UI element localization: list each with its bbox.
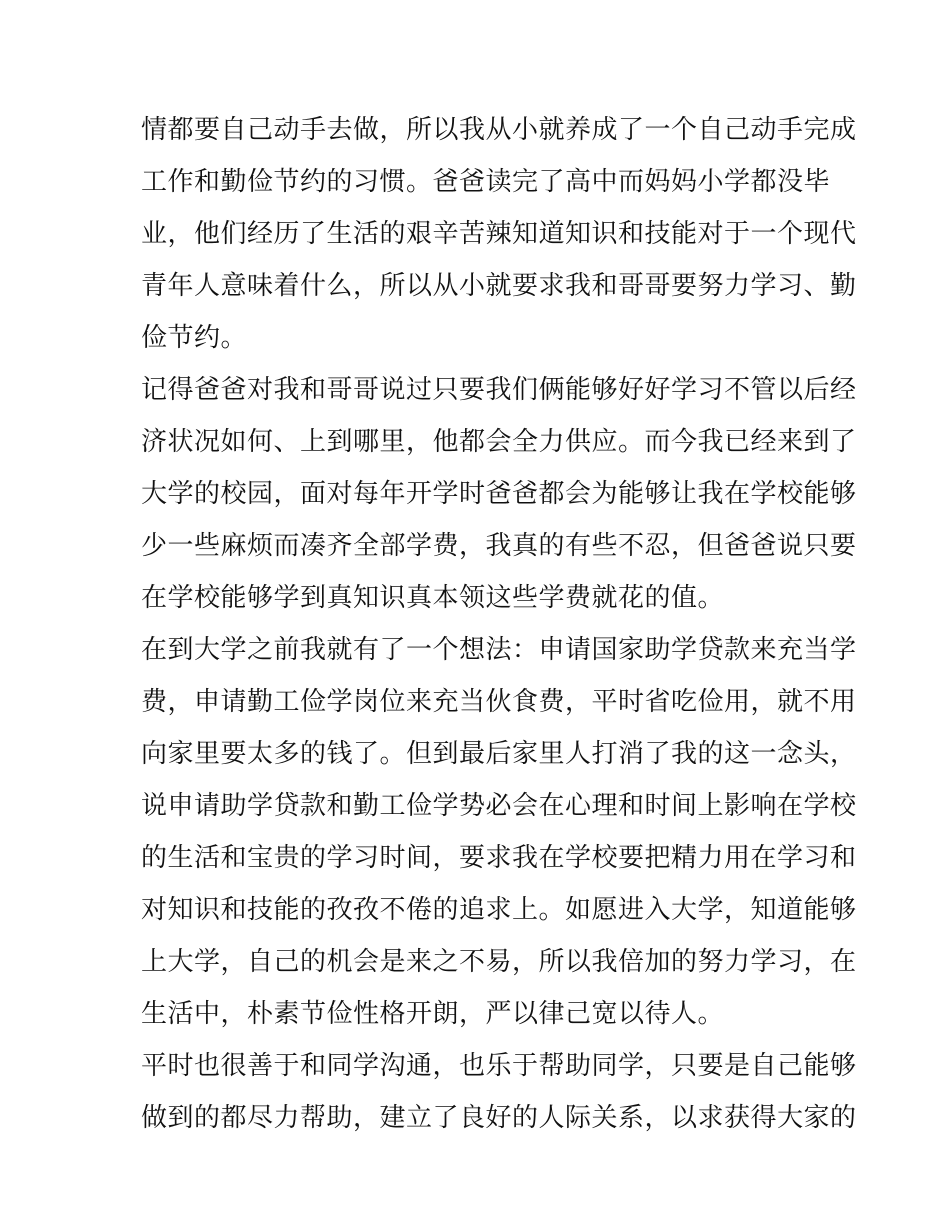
text-line: 俭节约。	[141, 323, 248, 353]
text-line: 业，他们经历了生活的艰辛苦辣知道知识和技能对于一个现代	[141, 219, 857, 249]
text-line: 工作和勤俭节约的习惯。爸爸读完了高中而妈妈小学都没毕	[141, 167, 831, 197]
text-line: 的生活和宝贵的学习时间，要求我在学校要把精力用在学习和	[141, 843, 857, 873]
text-line: 记得爸爸对我和哥哥说过只要我们俩能够好好学习不管以后经	[141, 375, 857, 405]
text-line: 大学的校园，面对每年开学时爸爸都会为能够让我在学校能够	[141, 479, 857, 509]
text-line: 做到的都尽力帮助，建立了良好的人际关系，以求获得大家的	[141, 1103, 857, 1133]
text-line: 济状况如何、上到哪里，他都会全力供应。而今我已经来到了	[141, 427, 857, 457]
text-line: 少一些麻烦而凑齐全部学费，我真的有些不忍，但爸爸说只要	[141, 531, 857, 561]
text-line: 对知识和技能的孜孜不倦的追求上。如愿进入大学，知道能够	[141, 895, 857, 925]
text-line: 在学校能够学到真知识真本领这些学费就花的值。	[141, 583, 725, 613]
body-text	[141, 104, 857, 1144]
text-line: 在到大学之前我就有了一个想法：申请国家助学贷款来充当学	[141, 635, 857, 665]
text-line: 平时也很善于和同学沟通，也乐于帮助同学，只要是自己能够	[141, 1051, 857, 1081]
text-line: 费，申请勤工俭学岗位来充当伙食费，平时省吃俭用，就不用	[141, 687, 857, 717]
text-line: 生活中，朴素节俭性格开朗，严以律己宽以待人。	[141, 999, 725, 1029]
text-line: 情都要自己动手去做，所以我从小就养成了一个自己动手完成	[141, 115, 857, 145]
text-line: 上大学，自己的机会是来之不易，所以我倍加的努力学习，在	[141, 947, 857, 977]
text-line: 青年人意味着什么，所以从小就要求我和哥哥要努力学习、勤	[141, 271, 857, 301]
text-line: 说申请助学贷款和勤工俭学势必会在心理和时间上影响在学校	[141, 791, 857, 821]
text-line: 向家里要太多的钱了。但到最后家里人打消了我的这一念头，	[141, 739, 857, 769]
